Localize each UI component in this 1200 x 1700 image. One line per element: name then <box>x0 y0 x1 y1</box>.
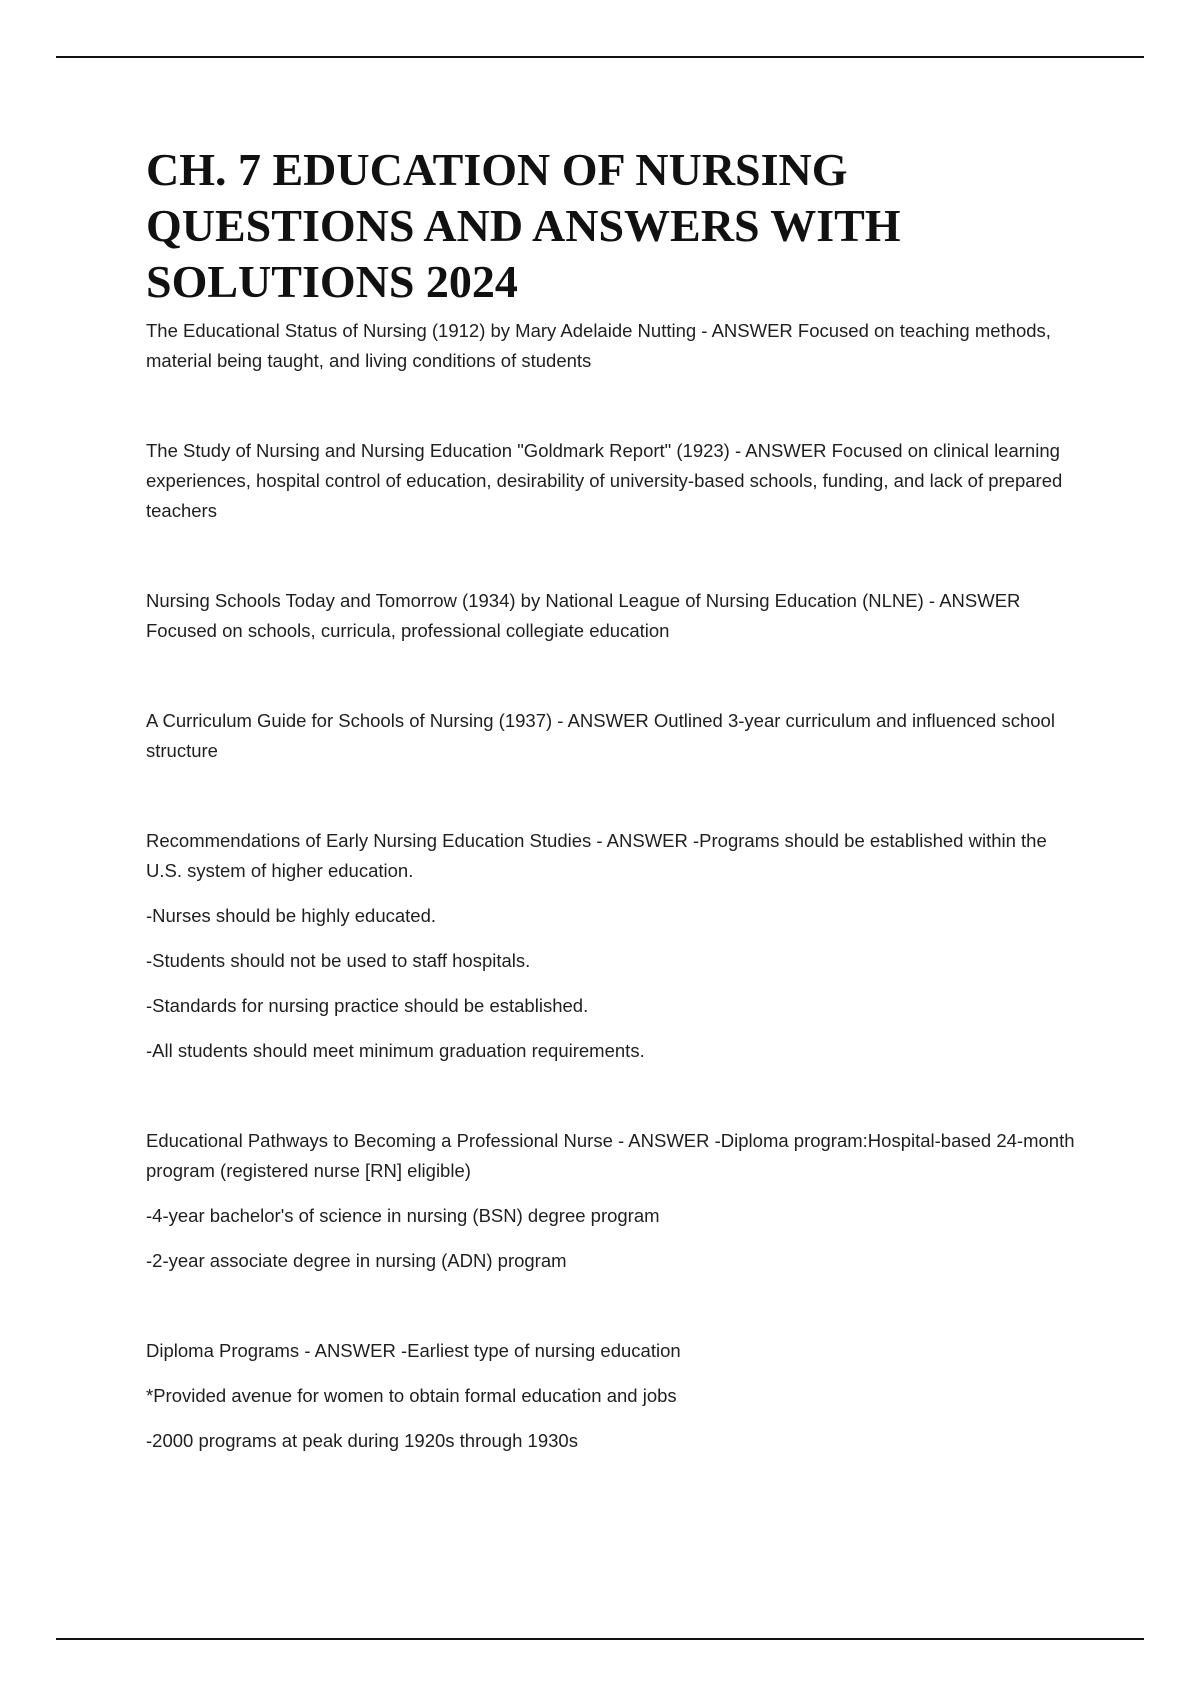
document-title: CH. 7 EDUCATION OF NURSING QUESTIONS AND ANSWERS WITH SOLUTIONS 2024 <box>146 144 901 307</box>
qa-text: -Nurses should be highly educated. <box>146 905 437 926</box>
qa-text: -All students should meet minimum graduation requirements. <box>146 1040 645 1061</box>
qa-text: *Provided avenue for women to obtain formal education and jobs <box>146 1385 677 1406</box>
qa-item <box>146 1126 1086 1276</box>
qa-text: Diploma Programs - ANSWER -Earliest type of nursing education <box>146 1340 681 1361</box>
qa-item <box>146 826 1086 1066</box>
qa-text: The Study of Nursing and Nursing Education "Goldmark Report" (1923) - ANSWER Focused on clinical learning experiences, hospital control of education, desirability of university-based schools, funding, and lack of prepared teachers <box>146 440 1063 521</box>
qa-item <box>146 436 1086 526</box>
qa-text: -2000 programs at peak during 1920s through 1930s <box>146 1430 578 1451</box>
bottom-divider <box>56 1638 1144 1640</box>
qa-item <box>146 706 1086 766</box>
top-divider <box>56 56 1144 58</box>
qa-text: A Curriculum Guide for Schools of Nursing (1937) - ANSWER Outlined 3-year curriculum and influenced school structure <box>146 710 1055 761</box>
qa-text: The Educational Status of Nursing (1912) by Mary Adelaide Nutting - ANSWER Focused on teaching methods, material being taught, and living conditions of students <box>146 320 1051 371</box>
qa-list <box>146 316 1086 1456</box>
qa-text: -Students should not be used to staff hospitals. <box>146 950 531 971</box>
qa-text: Educational Pathways to Becoming a Professional Nurse - ANSWER -Diploma program:Hospital-based 24-month program (registered nurse [RN] eligible) <box>146 1130 1075 1181</box>
qa-text: -4-year bachelor's of science in nursing (BSN) degree program <box>146 1205 660 1226</box>
qa-item <box>146 586 1086 646</box>
qa-text: Nursing Schools Today and Tomorrow (1934) by National League of Nursing Education (NLNE) - ANSWER Focused on schools, curricula, professional collegiate education <box>146 590 1021 641</box>
document-page <box>146 142 1086 1456</box>
qa-item <box>146 316 1086 376</box>
qa-text: -2-year associate degree in nursing (ADN) program <box>146 1250 567 1271</box>
qa-text: -Standards for nursing practice should be established. <box>146 995 589 1016</box>
qa-text: Recommendations of Early Nursing Education Studies - ANSWER -Programs should be established within the U.S. system of higher education. <box>146 830 1047 881</box>
qa-item <box>146 1336 1086 1456</box>
